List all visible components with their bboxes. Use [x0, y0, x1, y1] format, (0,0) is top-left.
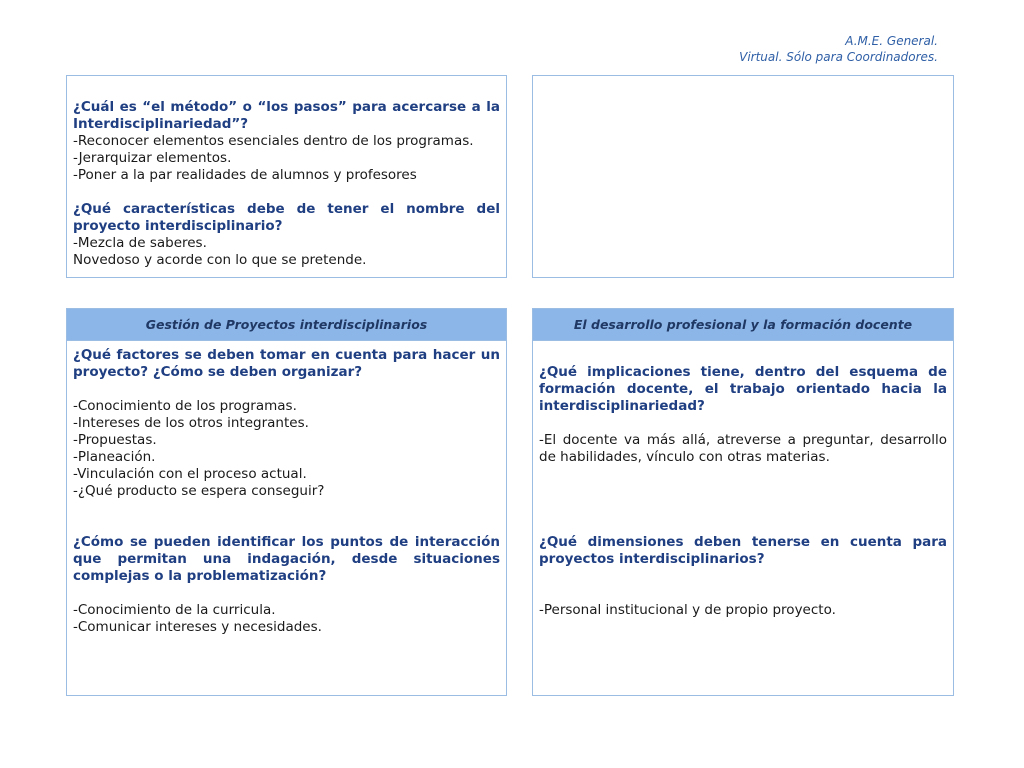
bottom-left-box: [66, 308, 507, 696]
question-implications: ¿Qué implicaciones tiene, dentro del esquema de formación docente, el trabajo orientado hacia la interdisciplinariedad?: [539, 364, 947, 414]
box-title-project-management: Gestión de Proyectos interdisciplinarios: [67, 309, 506, 341]
answer-line: -Vinculación con el proceso actual.: [73, 466, 307, 482]
header-line-1: A.M.E. General.: [845, 34, 938, 48]
top-left-box: [66, 75, 507, 278]
question-factors: ¿Qué factores se deben tomar en cuenta para hacer un proyecto? ¿Cómo se deben organizar?: [73, 347, 500, 380]
box-title-professional-development: El desarrollo profesional y la formación docente: [533, 309, 953, 341]
answer-dimensions: -Personal institucional y de propio proyecto.: [539, 602, 836, 618]
answer-line: -¿Qué producto se espera conseguir?: [73, 483, 325, 499]
answer-line: Novedoso y acorde con lo que se pretende.: [73, 252, 367, 268]
answer-line: -Propuestas.: [73, 432, 157, 448]
answer-line: -Conocimiento de los programas.: [73, 398, 297, 414]
question-interaction-points: ¿Cómo se pueden identificar los puntos de interacción que permitan una indagación, desde situaciones complejas o la problematización?: [73, 534, 500, 584]
answer-line: -Conocimiento de la curricula.: [73, 602, 276, 618]
answer-line: -Reconocer elementos esenciales dentro de los programas.: [73, 133, 474, 149]
answer-line: -Poner a la par realidades de alumnos y profesores: [73, 167, 417, 183]
answer-line: -Planeación.: [73, 449, 156, 465]
answer-line: -Comunicar intereses y necesidades.: [73, 619, 322, 635]
answer-line: -Intereses de los otros integrantes.: [73, 415, 309, 431]
top-right-box: [532, 75, 954, 278]
document-header: [739, 33, 938, 65]
question-project-name: ¿Qué características debe de tener el nombre del proyecto interdisciplinario?: [73, 201, 500, 234]
answer-implications: -El docente va más allá, atreverse a preguntar, desarrollo de habilidades, vínculo con otras materias.: [539, 432, 947, 465]
header-line-2: Virtual. Sólo para Coordinadores.: [739, 50, 938, 64]
answer-line: -Mezcla de saberes.: [73, 235, 207, 251]
question-dimensions: ¿Qué dimensiones deben tenerse en cuenta para proyectos interdisciplinarios?: [539, 534, 947, 567]
bottom-right-box: [532, 308, 954, 696]
question-method: ¿Cuál es “el método” o “los pasos” para acercarse a la Interdisciplinariedad”?: [73, 99, 500, 132]
answer-line: -Jerarquizar elementos.: [73, 150, 232, 166]
